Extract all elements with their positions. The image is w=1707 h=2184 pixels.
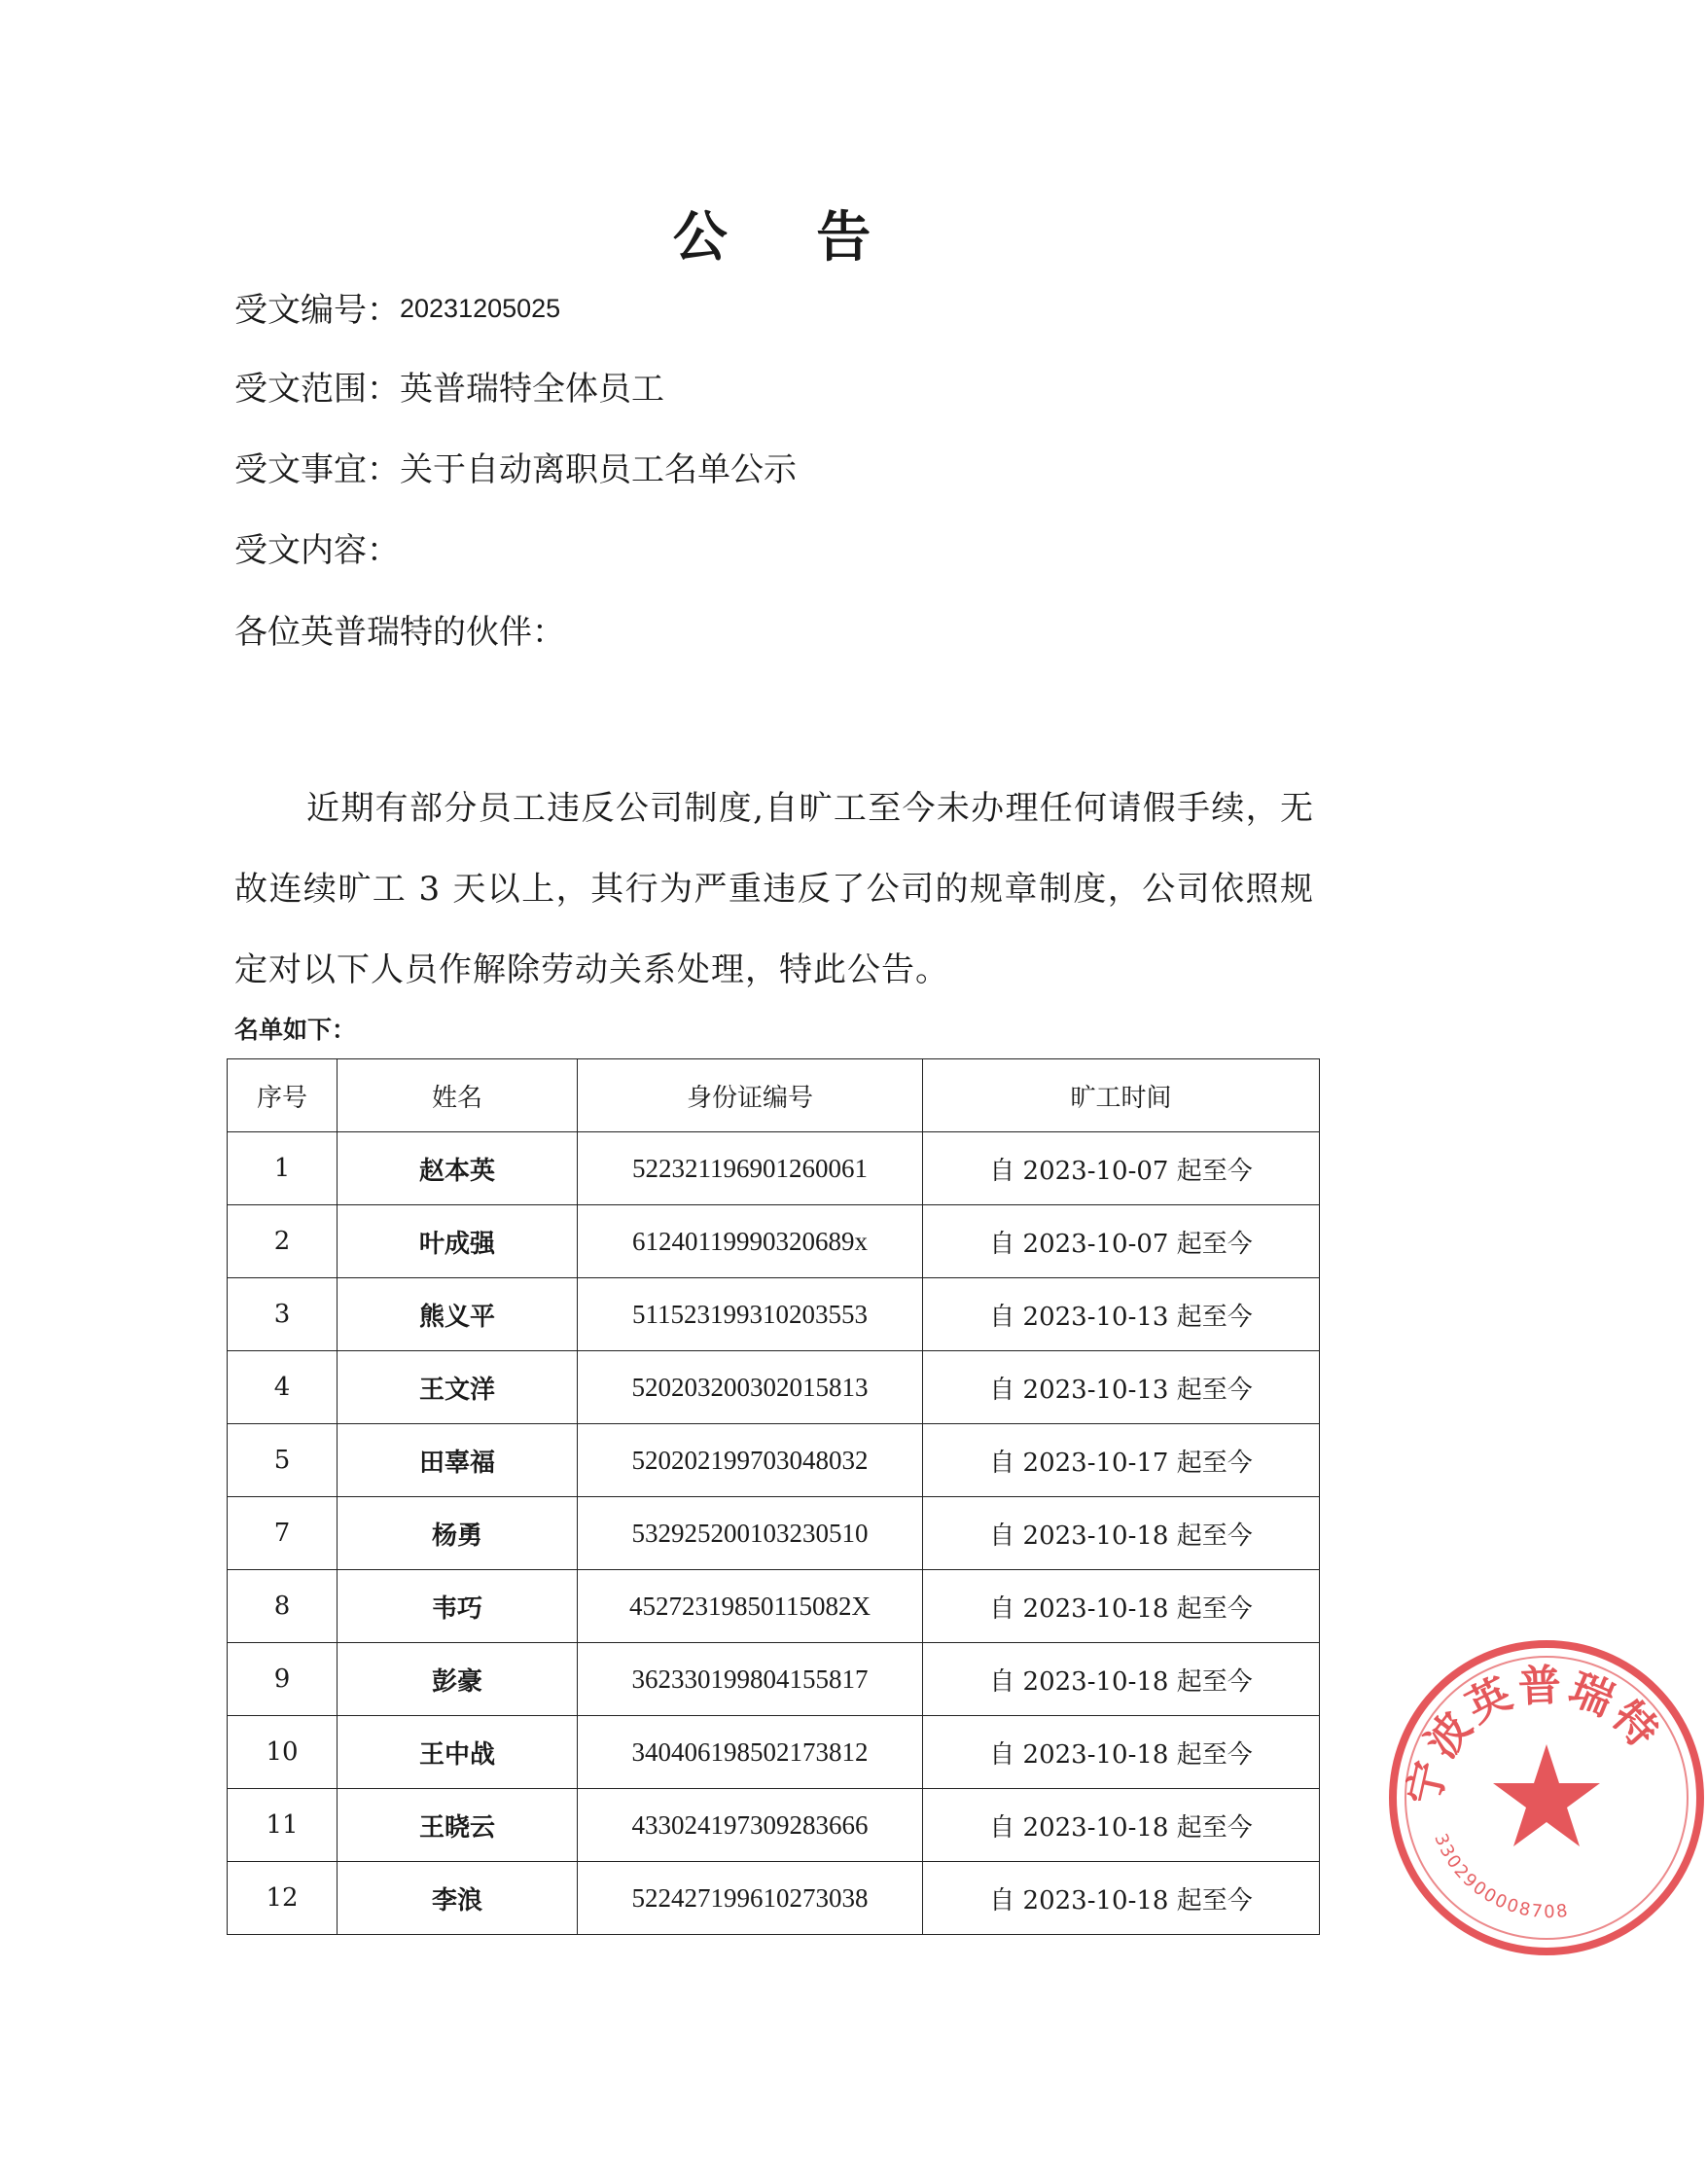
row-index: 7	[228, 1497, 338, 1570]
list-heading: 名单如下：	[234, 1016, 357, 1044]
doc-number-label: 受文编号：	[234, 291, 400, 330]
row-id-number: 511523199310203553	[578, 1278, 923, 1351]
row-index: 9	[228, 1643, 338, 1716]
row-id-number: 522321196901260061	[578, 1132, 923, 1205]
doc-content-label: 受文内容：	[234, 531, 400, 570]
row-absence-period: 自 2023-10-13 起至今	[923, 1351, 1320, 1424]
company-seal-icon	[1386, 1637, 1707, 1958]
doc-matter-label: 受文事宜：	[234, 450, 400, 489]
table-row	[228, 1570, 1320, 1643]
row-absence-period: 自 2023-10-18 起至今	[923, 1789, 1320, 1862]
table-row	[228, 1716, 1320, 1789]
row-name: 杨勇	[338, 1497, 578, 1570]
row-index: 3	[228, 1278, 338, 1351]
row-id-number: 61240119990320689x	[578, 1205, 923, 1278]
row-id-number: 522427199610273038	[578, 1862, 923, 1935]
row-absence-period: 自 2023-10-18 起至今	[923, 1497, 1320, 1570]
row-id-number: 340406198502173812	[578, 1716, 923, 1789]
row-index: 10	[228, 1716, 338, 1789]
doc-number-value: 20231205025	[400, 294, 561, 323]
table-row	[228, 1497, 1320, 1570]
doc-matter-value: 关于自动离职员工名单公示	[400, 450, 797, 489]
doc-content-line	[234, 531, 400, 570]
row-absence-period: 自 2023-10-18 起至今	[923, 1716, 1320, 1789]
row-absence-period: 自 2023-10-18 起至今	[923, 1862, 1320, 1935]
row-id-number: 520203200302015813	[578, 1351, 923, 1424]
doc-scope-label: 受文范围：	[234, 370, 400, 409]
table-row	[228, 1351, 1320, 1424]
row-index: 5	[228, 1424, 338, 1497]
dismissal-table	[227, 1058, 1320, 1935]
table-row	[228, 1643, 1320, 1716]
row-absence-period: 自 2023-10-07 起至今	[923, 1132, 1320, 1205]
table-row	[228, 1424, 1320, 1497]
row-name: 李浪	[338, 1862, 578, 1935]
table-row	[228, 1789, 1320, 1862]
table-row	[228, 1132, 1320, 1205]
table-header-row	[228, 1059, 1320, 1132]
row-absence-period: 自 2023-10-07 起至今	[923, 1205, 1320, 1278]
greeting: 各位英普瑞特的伙伴：	[234, 613, 565, 652]
row-name: 彭豪	[338, 1643, 578, 1716]
row-index: 8	[228, 1570, 338, 1643]
row-index: 11	[228, 1789, 338, 1862]
row-absence-period: 自 2023-10-18 起至今	[923, 1570, 1320, 1643]
header-id-number: 身份证编号	[578, 1059, 923, 1132]
row-name: 王晓云	[338, 1789, 578, 1862]
row-index: 4	[228, 1351, 338, 1424]
row-id-number: 433024197309283666	[578, 1789, 923, 1862]
header-name: 姓名	[338, 1059, 578, 1132]
row-name: 赵本英	[338, 1132, 578, 1205]
svg-text:3302900008708	[1430, 1831, 1570, 1922]
row-index: 1	[228, 1132, 338, 1205]
row-absence-period: 自 2023-10-13 起至今	[923, 1278, 1320, 1351]
row-name: 韦巧	[338, 1570, 578, 1643]
seal-text: 宁波英普瑞特	[1399, 1661, 1671, 1810]
doc-number-line	[234, 289, 560, 330]
row-id-number: 532925200103230510	[578, 1497, 923, 1570]
table-row	[228, 1862, 1320, 1935]
doc-scope-line	[234, 370, 664, 409]
row-id-number: 45272319850115082X	[578, 1570, 923, 1643]
announcement-body: 近期有部分员工违反公司制度,自旷工至今未办理任何请假手续，无故连续旷工 3 天以上，其行为严重违反了公司的规章制度，公司依照规定对以下人员作解除劳动关系处理，特此公告。	[234, 789, 1314, 989]
row-index: 12	[228, 1862, 338, 1935]
row-absence-period: 自 2023-10-17 起至今	[923, 1424, 1320, 1497]
row-name: 王中战	[338, 1716, 578, 1789]
row-absence-period: 自 2023-10-18 起至今	[923, 1643, 1320, 1716]
table-row	[228, 1205, 1320, 1278]
row-name: 田辜福	[338, 1424, 578, 1497]
header-absence-period: 旷工时间	[923, 1059, 1320, 1132]
doc-scope-value: 英普瑞特全体员工	[400, 370, 664, 409]
row-index: 2	[228, 1205, 338, 1278]
header-index: 序号	[228, 1059, 338, 1132]
row-name: 王文洋	[338, 1351, 578, 1424]
page-title: 公 告	[672, 206, 907, 269]
seal-star-icon	[1493, 1744, 1600, 1846]
table-row	[228, 1278, 1320, 1351]
seal-number: 3302900008708	[1430, 1830, 1571, 1923]
row-name: 叶成强	[338, 1205, 578, 1278]
row-id-number: 520202199703048032	[578, 1424, 923, 1497]
row-name: 熊义平	[338, 1278, 578, 1351]
row-id-number: 362330199804155817	[578, 1643, 923, 1716]
doc-matter-line	[234, 450, 797, 489]
